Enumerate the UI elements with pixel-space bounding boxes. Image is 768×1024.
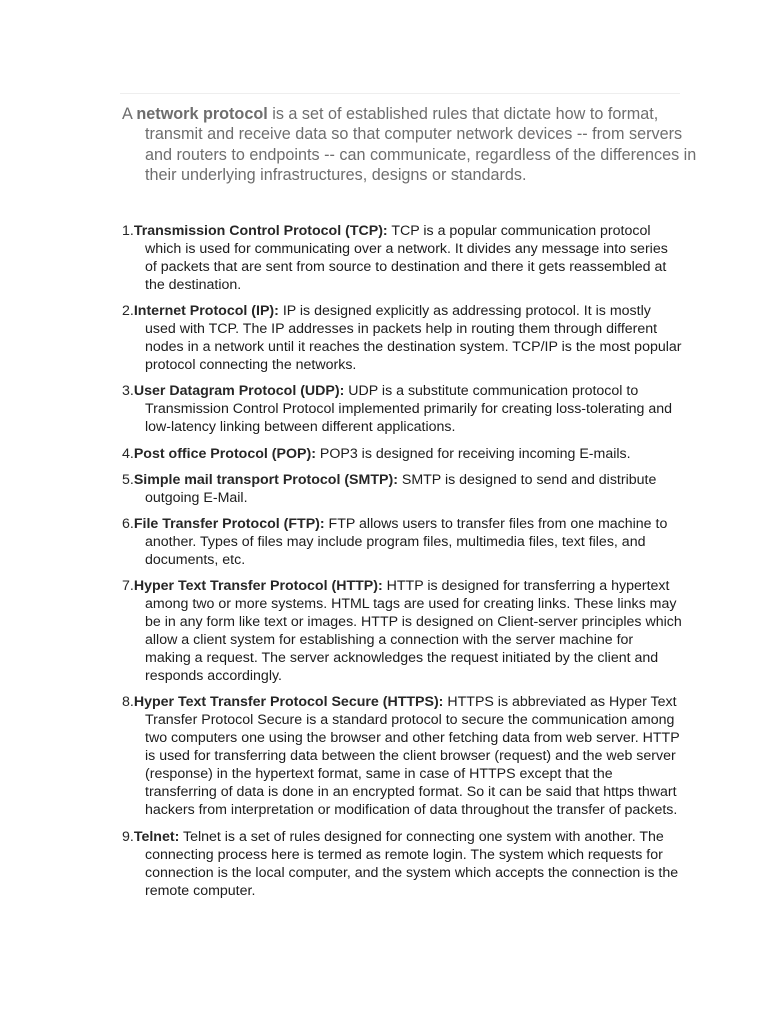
list-item bbox=[122, 828, 682, 900]
item-term: Internet Protocol (IP): bbox=[133, 303, 279, 320]
list-item bbox=[122, 515, 682, 569]
list-item bbox=[122, 382, 682, 436]
list-item bbox=[122, 222, 682, 294]
list-item bbox=[122, 302, 682, 374]
item-number: 5. bbox=[122, 471, 134, 488]
top-divider bbox=[120, 93, 680, 94]
item-number: 8. bbox=[122, 694, 134, 711]
item-number: 1. bbox=[122, 223, 134, 239]
item-description: TCP is a popular communication protocol which is used for communicating over a network. It divides any message into series of packets that are sent from source to destination and there it gets reassembled at the destination. bbox=[145, 223, 668, 293]
item-term: Telnet: bbox=[133, 828, 180, 845]
item-description: Telnet is a set of rules designed for connecting one system with another. The connecting process here is termed as remote login. The system which requests for connection is the local computer, and the system which accepts the connection is the remote computer. bbox=[145, 828, 679, 899]
item-number: 7. bbox=[122, 578, 134, 595]
item-term: File Transfer Protocol (FTP): bbox=[133, 515, 325, 532]
intro-paragraph bbox=[122, 104, 705, 185]
item-description: SMTP is designed to send and distribute outgoing E-Mail. bbox=[145, 471, 657, 506]
item-description: FTP allows users to transfer files from one machine to another. Types of files may include program files, multimedia files, text files, and documents, etc. bbox=[145, 515, 668, 568]
item-term: Hyper Text Transfer Protocol Secure (HTTPS): bbox=[133, 694, 444, 711]
item-term: Simple mail transport Protocol (SMTP): bbox=[133, 471, 398, 488]
item-number: 3. bbox=[122, 383, 134, 400]
item-description: POP3 is designed for receiving incoming E-mails. bbox=[315, 445, 631, 462]
list-item bbox=[122, 471, 682, 507]
item-description: IP is designed explicitly as addressing protocol. It is mostly used with TCP. The IP addresses in packets help in routing them through different nodes in a network until it reaches the destination system. TCP/IP is the most popular protocol connecting the networks. bbox=[145, 303, 682, 374]
list-item bbox=[122, 693, 682, 819]
item-term: Transmission Control Protocol (TCP): bbox=[133, 223, 388, 239]
item-number: 4. bbox=[122, 445, 134, 462]
intro-body: is a set of established rules that dictate how to format, transmit and receive data so that computer network devices -- from servers and routers to endpoints -- can communicate, regardless of the differences in their underlying infrastructures, designs or standards. bbox=[145, 105, 697, 184]
protocol-list bbox=[122, 222, 682, 908]
list-item bbox=[122, 577, 682, 685]
intro-term: network protocol bbox=[136, 105, 268, 123]
list-item bbox=[122, 445, 682, 463]
item-term: Post office Protocol (POP): bbox=[133, 445, 316, 462]
item-term: Hyper Text Transfer Protocol (HTTP): bbox=[133, 578, 383, 595]
intro-lead: A bbox=[122, 105, 137, 123]
item-description: HTTP is designed for transferring a hypertext among two or more systems. HTML tags are used for creating links. These links may be in any form like text or images. HTTP is designed on Client-server principles which allow a client system for establishing a connection with the server machine for making a request. The server acknowledges the request initiated by the client and responds accordingly. bbox=[145, 578, 682, 685]
item-number: 6. bbox=[122, 515, 134, 532]
item-term: User Datagram Protocol (UDP): bbox=[133, 383, 345, 400]
item-number: 9. bbox=[122, 828, 134, 845]
item-description: HTTPS is abbreviated as Hyper Text Transfer Protocol Secure is a standard protocol to secure the communication among two computers one using the browser and other fetching data from web server. HTTP is used for transferring data between the client browser (request) and the web server (response) in the hypertext format, same in case of HTTPS except that the transferring of data is done in an encrypted format. So it can be said that https thwart hackers from interpretation or modification of data throughout the transfer of packets. bbox=[145, 694, 680, 819]
item-number: 2. bbox=[122, 303, 134, 320]
item-description: UDP is a substitute communication protocol to Transmission Control Protocol implemented primarily for creating loss-tolerating and low-latency linking between different applications. bbox=[145, 383, 672, 436]
